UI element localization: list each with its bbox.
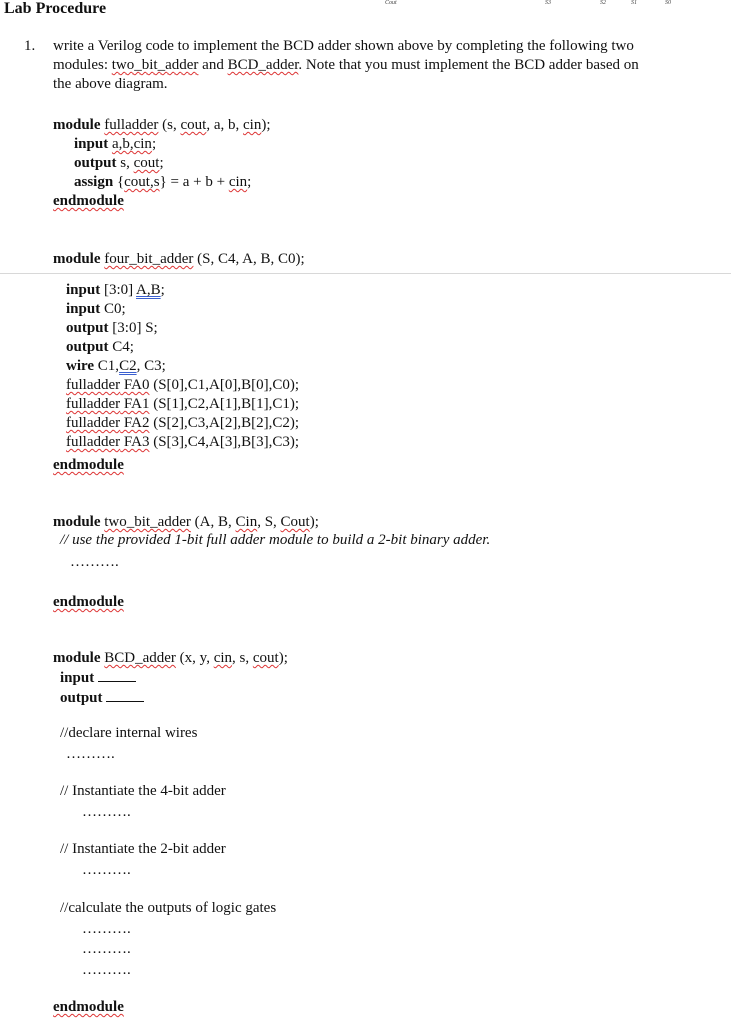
page-divider — [0, 273, 731, 274]
task-line-2: modules: two_bit_adder and BCD_adder. Note that you must implement the BCD adder based on — [53, 57, 639, 73]
figure-label-s2: S2 — [600, 0, 606, 6]
two-bit-adder-header: module two_bit_adder (A, B, Cin, S, Cout); — [53, 514, 319, 530]
bcd-placeholder-4bit: ………. — [82, 804, 131, 820]
bcd-placeholder-2bit: ………. — [82, 862, 131, 878]
fulladder-output: output s, cout; — [74, 155, 164, 171]
bcd-output-blank — [106, 688, 144, 702]
bcd-comment-4bit: // Instantiate the 4-bit adder — [60, 783, 226, 799]
figure-label-s3: S3 — [545, 0, 551, 6]
bcd-placeholder-logic-1: ………. — [82, 921, 131, 937]
fulladder-input: input a,b,cin; — [74, 136, 157, 152]
bcd-comment-logic: //calculate the outputs of logic gates — [60, 900, 277, 916]
two-bit-comment: // use the provided 1-bit full adder module to build a 2-bit binary adder. — [60, 532, 491, 548]
four-bit-instance-fa2: fulladder FA2 (S[2],C3,A[2],B[2],C2); — [66, 415, 300, 431]
bcd-endmodule: endmodule — [53, 999, 124, 1015]
fulladder-module — [53, 116, 271, 211]
bcd-placeholder-logic-2: ………. — [82, 941, 131, 957]
bcd-adder-header: module BCD_adder (x, y, cin, s, cout); — [53, 650, 288, 666]
task-paragraph — [53, 37, 639, 94]
fulladder-endmodule: endmodule — [53, 193, 124, 209]
four-bit-adder-body — [66, 281, 299, 452]
four-bit-endmodule: endmodule — [53, 457, 124, 473]
bcd-comment-2bit: // Instantiate the 2-bit adder — [60, 841, 226, 857]
four-bit-instance-fa3: fulladder FA3 (S[3],C4,A[3],B[3],C3); — [66, 434, 300, 450]
figure-label-s1: S1 — [631, 0, 637, 6]
section-heading: Lab Procedure — [4, 0, 107, 17]
bcd-adder-ref: BCD_adder — [227, 57, 299, 73]
bcd-comment-wires: //declare internal wires — [60, 725, 198, 741]
bcd-placeholder-wires: ………. — [66, 746, 115, 762]
four-bit-adder-header: module four_bit_adder (S, C4, A, B, C0); — [53, 251, 305, 267]
four-bit-instance-fa1: fulladder FA1 (S[1],C2,A[1],B[1],C1); — [66, 396, 300, 412]
bcd-input: input — [60, 668, 136, 688]
four-bit-instance-fa0: fulladder FA0 (S[0],C1,A[0],B[0],C0); — [66, 377, 300, 393]
four-bit-input-2: input C0; — [66, 301, 126, 317]
task-line-1: write a Verilog code to implement the BCD adder shown above by completing the following two — [53, 38, 634, 54]
two-bit-placeholder: ………. — [70, 554, 119, 570]
four-bit-output-2: output C4; — [66, 339, 134, 355]
bcd-placeholder-logic-3: ………. — [82, 962, 131, 978]
task-number: 1. — [24, 38, 36, 54]
two-bit-adder-ref: two_bit_adder — [111, 57, 199, 73]
four-bit-output-1: output [3:0] S; — [66, 320, 158, 336]
four-bit-wire: wire C1,C2, C3; — [66, 358, 166, 374]
bcd-output: output — [60, 688, 144, 708]
bcd-input-blank — [98, 668, 136, 682]
fulladder-assign: assign {cout,s} = a + b + cin; — [74, 174, 252, 190]
figure-label-s0: S0 — [665, 0, 671, 6]
two-bit-endmodule: endmodule — [53, 594, 124, 610]
fulladder-header: module fulladder (s, cout, a, b, cin); — [53, 117, 271, 133]
four-bit-input-1: input [3:0] A,B; — [66, 282, 165, 298]
figure-label-cout: Cout — [385, 0, 397, 6]
task-line-3: the above diagram. — [53, 76, 168, 92]
